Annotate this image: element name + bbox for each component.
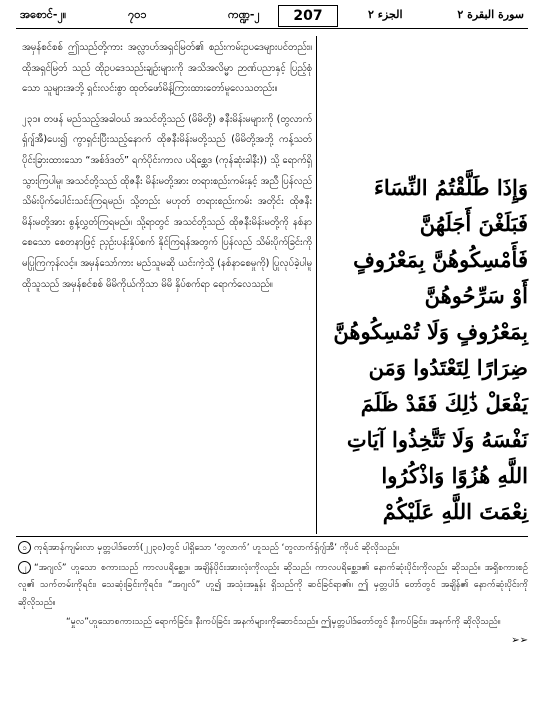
arabic-line: وَإِذَا طَلَّقْتُمُ النِّسَاءَ [374, 175, 528, 200]
arabic-line: ضِرَارًا لِتَعْتَدُوا وَمَن [368, 355, 528, 380]
footnote-rule [16, 536, 528, 537]
arabic-line: فَأَمْسِكُوهُنَّ بِمَعْرُوفٍ [353, 247, 528, 272]
section-label: ကဏ္ဍ-၂ [228, 8, 260, 21]
page-number: 207 [278, 5, 338, 27]
header-rule [16, 28, 528, 29]
volume-label: အစောင်-၂။ [20, 8, 67, 21]
column-divider [316, 36, 317, 534]
arabic-surah-label: سورة البقرة ٢ [457, 8, 524, 21]
footnote-marker: ၂ [18, 561, 31, 574]
arabic-line: يَفْعَلْ ذَٰلِكَ فَقَدْ ظَلَمَ [360, 391, 528, 416]
arabic-line: بِمَعْرُوفٍ وَلَا تُمْسِكُوهُنَّ [333, 319, 528, 344]
arabic-line: نَفْسَهُ وَلَا تَتَّخِذُوا آيَاتِ [346, 427, 528, 452]
translation-paragraph: အမှန်စင်စစ် ဤသည်တို့ကား အလ္လာဟ်အရှင်မြတ်၏ စည်းကမ်းဥပဒေများပင်တည်း။ ထိုအရှင်မြတ် သည် ထိုဥပဒေသည်းချဉ်းများကို အသိအလိမ္မာ ဉာဏ်ပညာနှင့် ပြည့်စုံသော သူများအဘို့ ရှင်းလင်းစွာ ထုတ်ဖော်မိန့်ကြားထားတော်မူလေသတည်း။ [22, 42, 312, 95]
footnotes [18, 540, 528, 650]
footnote [18, 560, 528, 613]
footnote-text: “အဂျလ်” ဟူသော စကားသည် ကာလပရိစ္ဆေဒ၊ အချိန်ပိုင်းအားလုံးကိုလည်း ဆိုသည်၊ ကာလပရိစ္ဆေဒ၏ နောက်ဆုံးပိုင်းကိုလည်း ဆိုသည်။ အရှိစကားစဉ် လူ၏ သက်တမ်းကိုရင်း၊ သေဆုံးခြင်းကိုရင်း၊ “အဂျလ်” ဟူ၍ အသုံးအနှုန်း ရှိသည်ကို ဆင်ခြင်ရာ၏။ ဤ မှတ္တပါဒ် တော်တွင် အချိန်၏ နောက်ဆုံးပိုင်းကို ဆိုလိုသည်။ [18, 562, 528, 608]
page-header [16, 6, 528, 32]
translation-paragraph: ၂၃၁။ တဖန် မည်သည့်အခါဝယ် အသင်တို့သည် (မိမိတို့) ဇနီးမိန်းမများကို (တွလာက်ရှ်ဂျ်အီ)ပေး၍ ကွာရှင်းပြီးသည့်နောက် ထိုဇနီးမိန်းမတို့သည် (မိမိတို့အဘို့ ကန့်သတ် ပိုင်းခြားထားသော “အစ်ဒ်ဒတ်” ရက်ပိုင်းကာလ ပရိစ္ဆေဒ (ကုန်ဆုံးခါနီး)) သို့ ရောက်ရှိသွားကြပါမူ၊ အသင်တို့သည် ထိုဇနီး မိန်းမတို့အား တရားစည်းကမ်းနှင့် အညီ ပြန်လည်သိမ်းပိုက်ပေါင်းသင်းကြရမည်၊ သို့တည်း မဟုတ် တရားစည်းကမ်း အတိုင်း ထိုဇနီး မိန်းမတို့အား စွန့်လွှတ်ကြရမည်။ သို့ရာတွင် အသင်တို့သည် ထိုဇနီးမိန်းမတို့ကို နစ်နာစေသော စေတနာဖြင့် ညှဉ်းပန်းနှိပ်စက် နိုင်ကြရန်အတွက် ပြန်လည် သိမ်းပိုက်ခြင်းကို မပြုကြကုန်လင့်။ အမှန်သော်ကား မည်သူမဆို ယင်းကဲ့သို့ (နစ်နာစေမှုကို) ပြုလုပ်ခဲ့ပါမူ ထိုသူသည် အမှန်စင်စစ် မိမိကိုယ်ကိုသာ မိမိ နှိပ်စက်ရာ ရောက်လေသည်။ [22, 113, 312, 290]
arabic-line: فَبَلَغْنَ أَجَلَهُنَّ [419, 211, 528, 236]
arabic-line: أَوْ سَرِّحُوهُنَّ [424, 283, 528, 308]
footnote-text: “မှုလ”ဟူသောစကားသည် ရောက်ခြင်း၊ နီးကပ်ခြင်း အနက်များကိုဆောင်သည်။ ဤမှတ္တပါဒ်တော်တွင် နီးကပ်ခြင်း၊ အနက်ကို ဆိုလိုသည်။ [66, 617, 501, 628]
footnote [18, 540, 528, 558]
folio-number: ၇၀၁ [128, 8, 147, 21]
arabic-column [322, 170, 528, 530]
arabic-juz-label: الجزء ٢ [368, 8, 403, 21]
arabic-line: اللَّهِ هُزُوًا وَاذْكُرُوا [381, 463, 528, 488]
footnote-text: ကုရ်အာန်ကျမ်းလာ မှတ္တပါဒ်တော်(၂၂၃၀)တွင် ပါရှိသော ‘တွလာက်’ ဟူသည် ‘တွလာက်ရှ်ဂျ်အီ’ ကိုပင် ဆိုလိုသည်။ [34, 543, 399, 553]
arabic-line: نِعْمَتَ اللَّهِ عَلَيْكُمْ [382, 499, 528, 524]
translation-column [22, 38, 312, 295]
footnote-continuation [18, 614, 528, 646]
continue-arrows-icon: ➢➢ [511, 634, 528, 646]
footnote-marker: ၁ [18, 541, 31, 554]
